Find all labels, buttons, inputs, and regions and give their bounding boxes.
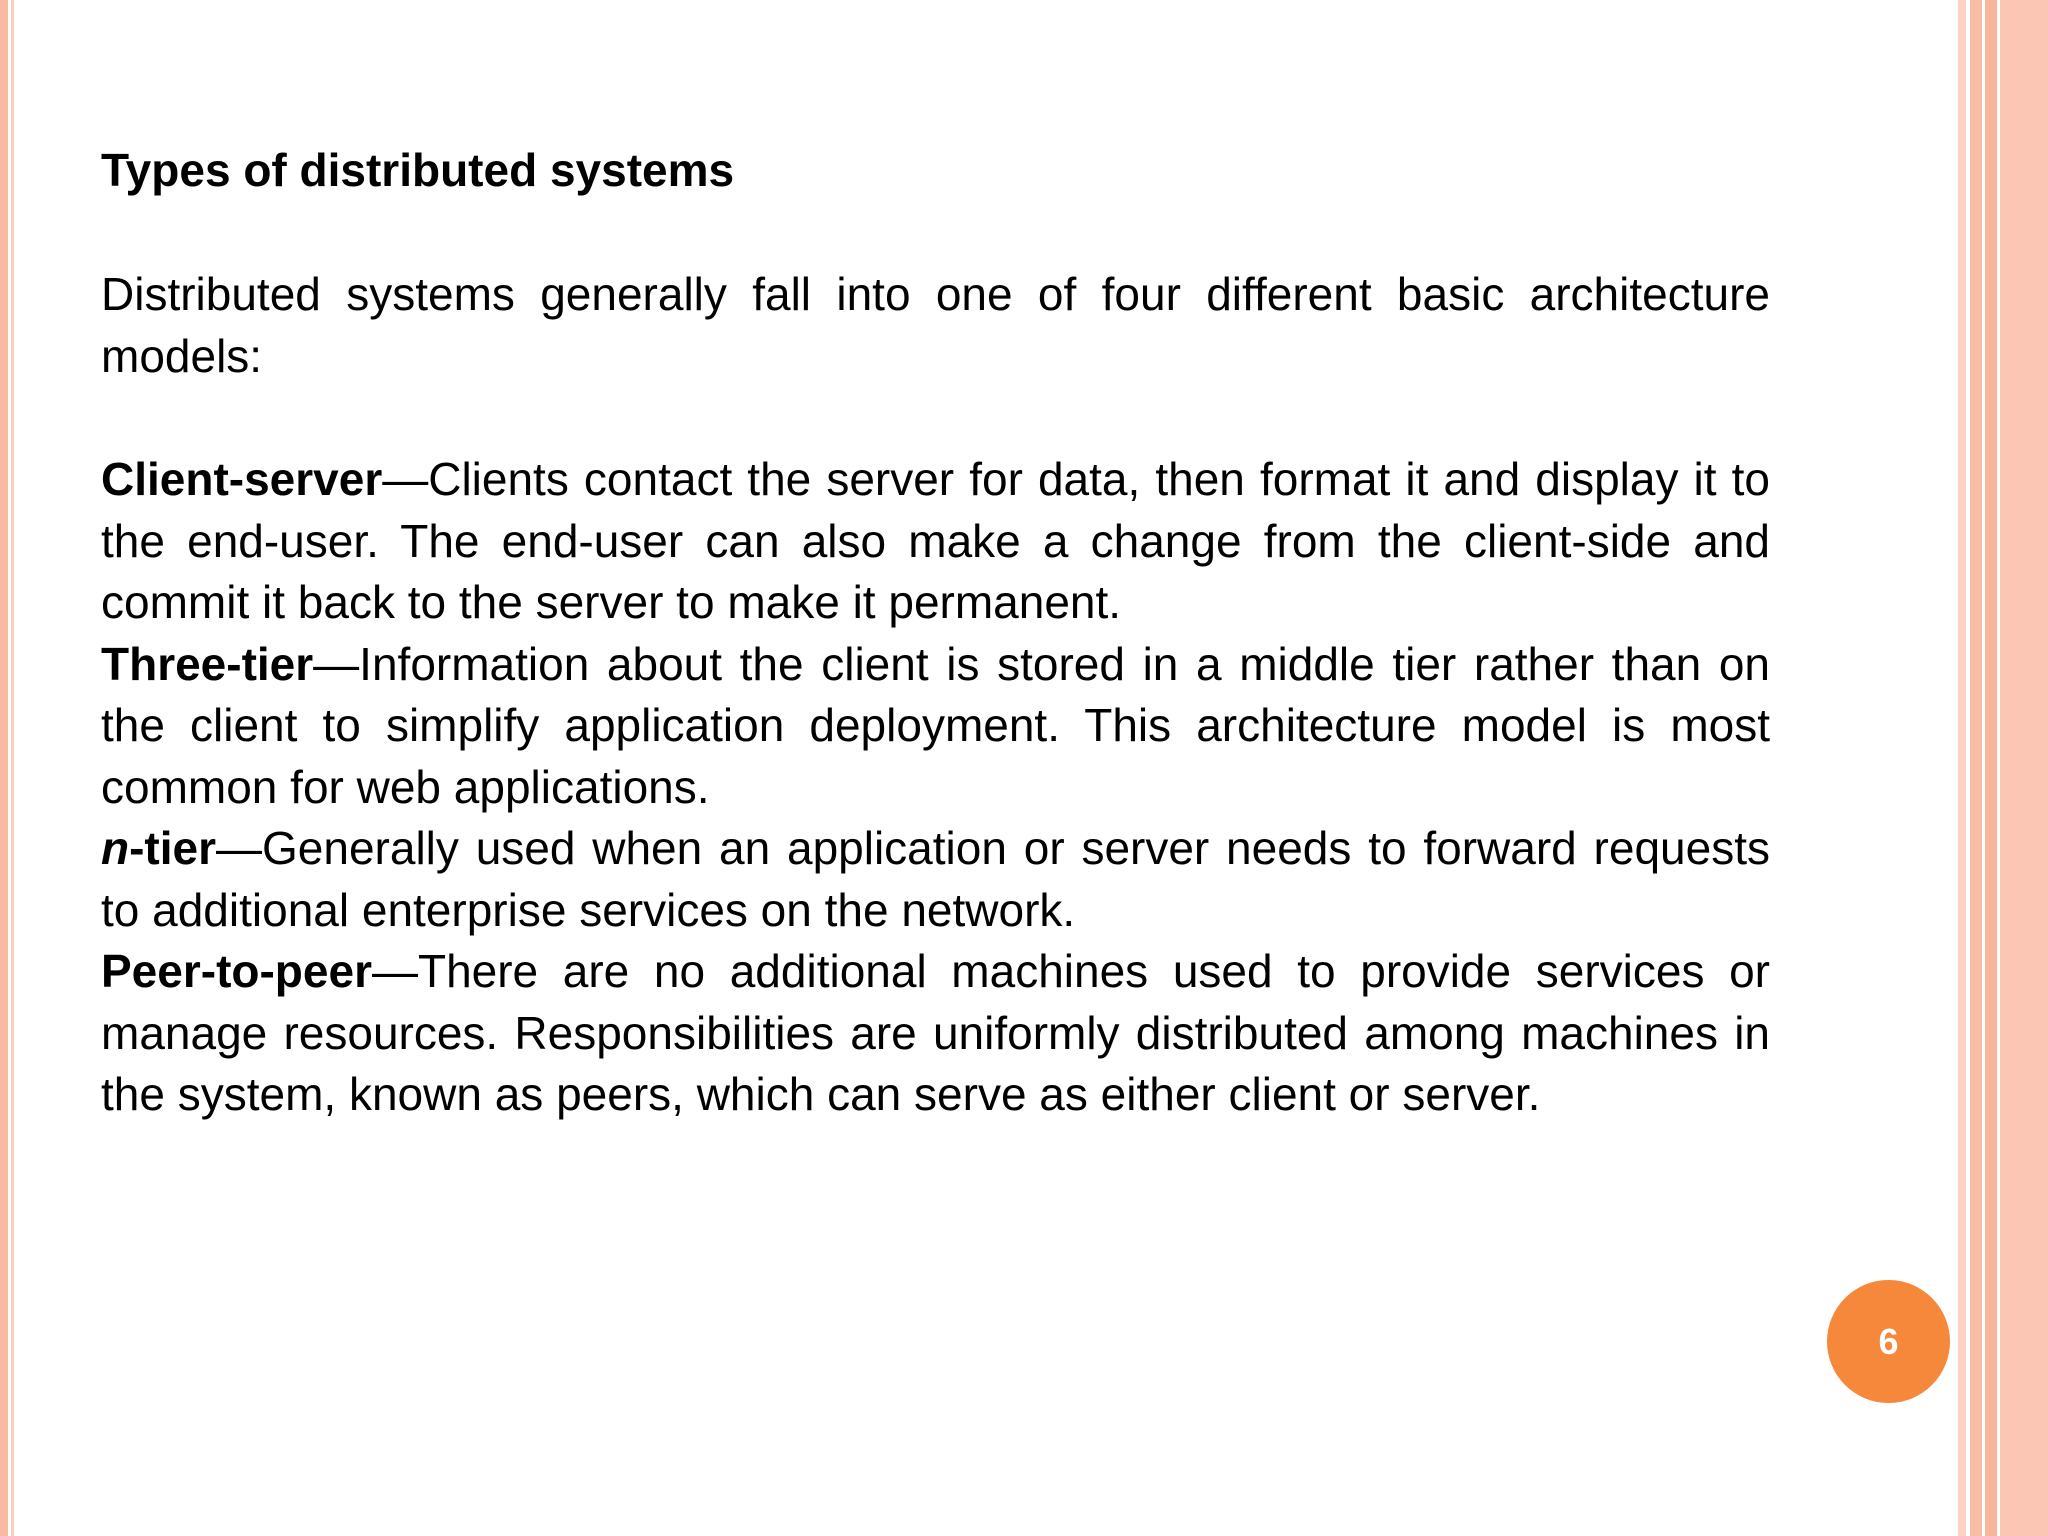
right-border-stripe-2	[1970, 0, 1982, 1536]
model-description: —Generally used when an application or server needs to forward requests to additional enterprise services on the network.	[101, 822, 1770, 936]
model-peer-to-peer	[101, 941, 1770, 1126]
slide-title: Types of distributed systems	[101, 144, 735, 196]
model-n-tier	[101, 818, 1770, 941]
left-border-stripe-inner	[11, 0, 14, 1536]
right-border-stripe-1	[1958, 0, 1966, 1536]
model-term: Client-server	[101, 453, 383, 505]
right-border-stripe-4	[2000, 0, 2048, 1536]
model-description: —Clients contact the server for data, then format it and display it to the end-user. The end-user can also make a change from the client-side and commit it back to the server to make it permanent.	[101, 453, 1770, 628]
model-term: Three-tier	[101, 637, 314, 690]
model-description: —Information about the client is stored in a middle tier rather than on the client to simplify application deployment. This architecture model is most common for web applications.	[101, 637, 1770, 813]
model-description: —There are no additional machines used to provide services or manage resources. Responsibilities are uniformly distributed among machines in the system, known as peers, which can serve as either client or server.	[101, 945, 1770, 1120]
page-number-badge: 6	[1827, 1280, 1950, 1403]
model-term: Peer-to-peer	[101, 945, 372, 997]
model-three-tier	[101, 634, 1770, 819]
model-term-italic-prefix: n	[101, 822, 130, 874]
right-border-stripe-3	[1985, 0, 1997, 1536]
model-term: -tier	[129, 822, 217, 874]
left-border-stripe	[0, 0, 8, 1536]
architecture-models-list	[101, 449, 1770, 1126]
model-client-server	[101, 449, 1770, 634]
intro-paragraph: Distributed systems generally fall into one of four different basic architecture models:	[101, 268, 1770, 382]
